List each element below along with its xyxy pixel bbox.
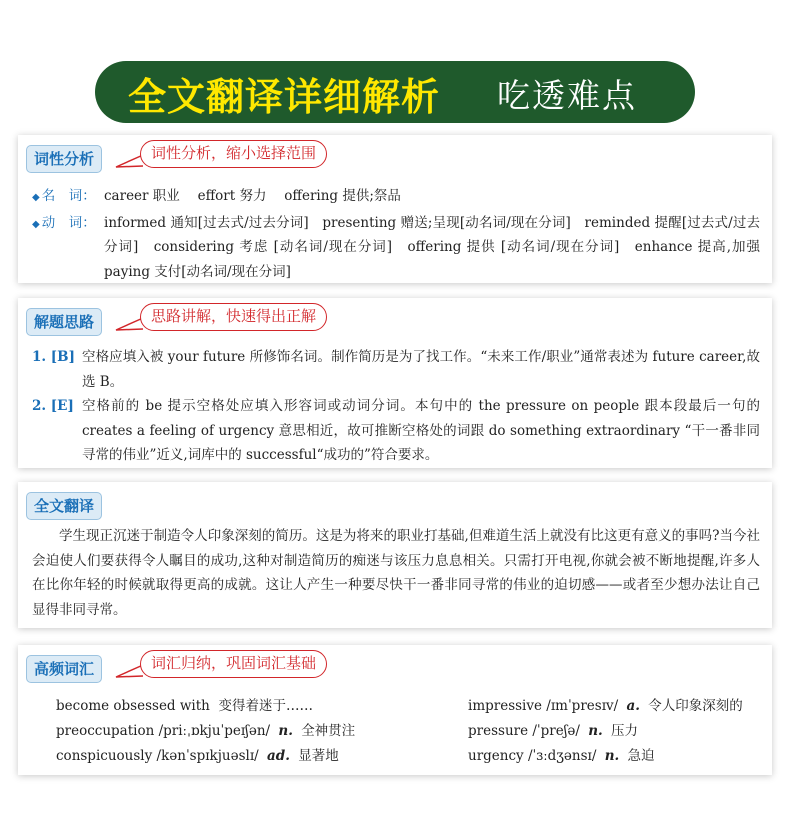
hint-item bbox=[32, 345, 760, 394]
vocab-meaning: 全神贯注 bbox=[301, 723, 356, 739]
vocab-item bbox=[56, 744, 339, 764]
part-of-speech-tag: 词性分析 bbox=[26, 145, 102, 173]
vocab-pos: n. bbox=[278, 723, 293, 739]
diamond-icon: ◆ bbox=[32, 192, 40, 203]
verb-label: 动 词： bbox=[41, 214, 96, 231]
vocab-pos: n. bbox=[588, 723, 603, 739]
hint-text: 空格前的 be 提示空格处应填入形容词或动词分词。本句中的 the pressure on people 跟本段最后一句的 creates a feeling of urgency 意思相近，故可推断空格处的词跟 do something extraordinary “干一番非同寻常的伟业”近义,词库中的 successful“成功的”符合要求。 bbox=[82, 398, 760, 463]
vocab-meaning: 急迫 bbox=[627, 748, 655, 764]
vocab-meaning: 变得着迷于…… bbox=[218, 698, 313, 714]
vocab-meaning: 令人印象深刻的 bbox=[648, 698, 743, 714]
verb-row bbox=[32, 211, 774, 285]
vocab-item bbox=[56, 694, 313, 714]
banner-subtitle: 吃透难点 bbox=[497, 76, 637, 115]
solution-approach-callout: 思路讲解，快速得出正解 bbox=[140, 303, 327, 331]
part-of-speech-card bbox=[18, 135, 772, 283]
vocab-phonetic: /ɪmˈpresɪv/ bbox=[546, 698, 619, 714]
solution-approach-card bbox=[18, 298, 772, 468]
vocab-pos: a. bbox=[626, 698, 640, 714]
solution-approach-tag: 解题思路 bbox=[26, 308, 102, 336]
vocabulary-callout: 词汇归纳，巩固词汇基础 bbox=[140, 650, 327, 678]
noun-row bbox=[32, 184, 760, 211]
vocab-word: pressure bbox=[468, 723, 529, 739]
banner-title: 全文翻译详细解析 bbox=[128, 75, 441, 119]
vocab-word: conspicuously bbox=[56, 748, 153, 764]
vocab-item bbox=[56, 719, 355, 739]
verb-content: informed 通知[过去式/过去分词] presenting 赠送;呈现[动名词/现在分词] reminded 提醒[过去式/过去分词] considering 考虑 [动名词/现在分词] offering 提供 [动名词/现在分词] enhance 提高,加强 paying 支付[动名词/现在分词] bbox=[104, 214, 774, 280]
diamond-icon: ◆ bbox=[32, 218, 40, 230]
vocab-phonetic: /ˈpreʃə/ bbox=[532, 723, 580, 739]
noun-content: career 职业 effort 努力 offering 提供;祭品 bbox=[104, 188, 401, 204]
vocab-item bbox=[468, 744, 655, 764]
translation-paragraph: 学生现正沉迷于制造令人印象深刻的简历。这是为将来的职业打基础,但难道生活上就没有比这更有意义的事吗?当今社会迫使人们要获得令人瞩目的成功,这种对制造简历的痴迷与该压力息息相关。只需打开电视,你就会被不断地提醒,许多人在比你年轻的时候就取得更高的成就。这让人产生一种要尽快干一番非同寻常的伟业的迫切感——或者至少想办法让自己显得非同寻常。 bbox=[32, 528, 760, 618]
vocab-phonetic: /ˈɜːdʒənsɪ/ bbox=[527, 748, 597, 764]
solution-approach-body bbox=[32, 345, 760, 468]
vocab-pos: n. bbox=[604, 748, 620, 764]
vocab-word: impressive bbox=[468, 698, 542, 714]
vocab-word: preoccupation bbox=[56, 723, 155, 739]
hint-item bbox=[32, 394, 760, 468]
part-of-speech-body bbox=[32, 184, 774, 284]
hint-text: 空格应填入被 your future 所修饰名词。制作简历是为了找工作。“未来工作/职业”通常表述为 future career,故选 B。 bbox=[82, 349, 760, 390]
vocab-pos: ad. bbox=[267, 748, 290, 764]
hint-number: 1. [B] bbox=[32, 349, 75, 365]
vocab-item bbox=[468, 719, 638, 739]
vocab-meaning: 显著地 bbox=[298, 748, 339, 764]
hint-number: 2. [E] bbox=[32, 398, 74, 414]
vocab-phonetic: /kənˈspɪkjuəslɪ/ bbox=[156, 748, 259, 764]
vocab-item bbox=[468, 694, 743, 714]
vocabulary-card bbox=[18, 645, 772, 775]
vocab-meaning: 压力 bbox=[611, 723, 639, 739]
header-banner bbox=[95, 61, 695, 123]
noun-label: 名 词： bbox=[41, 188, 96, 204]
full-translation-card bbox=[18, 482, 772, 628]
full-translation-tag: 全文翻译 bbox=[26, 492, 102, 520]
vocabulary-tag: 高频词汇 bbox=[26, 655, 102, 683]
full-translation-body bbox=[32, 524, 760, 622]
vocab-word: become obsessed with bbox=[56, 698, 210, 714]
vocab-word: urgency bbox=[468, 748, 524, 764]
part-of-speech-callout: 词性分析，缩小选择范围 bbox=[140, 140, 327, 168]
vocab-phonetic: /priːˌɒkjuˈpeɪʃən/ bbox=[158, 723, 271, 739]
